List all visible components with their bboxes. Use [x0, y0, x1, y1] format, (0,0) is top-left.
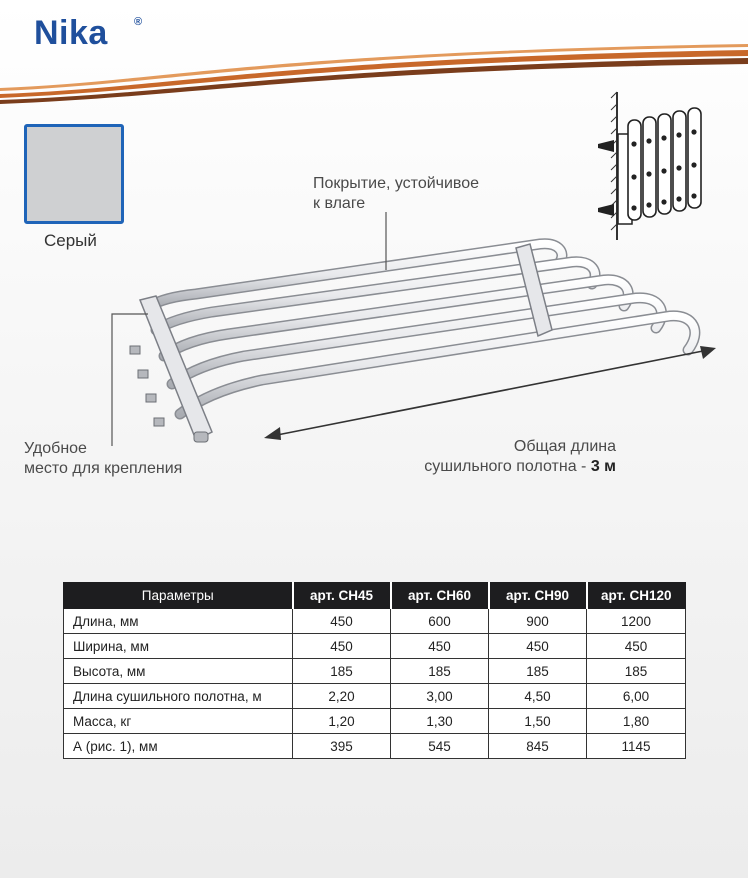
table-cell: 900 — [489, 609, 587, 634]
drying-rails — [150, 244, 695, 414]
dryer-illustration — [0, 80, 748, 460]
length-annotation-line2: сушильного полотна - — [424, 458, 591, 475]
table-cell: 185 — [489, 659, 587, 684]
table-cell: 450 — [587, 634, 686, 659]
length-value: 3 м — [590, 458, 616, 475]
table-cell: 1,50 — [489, 709, 587, 734]
table-cell: Длина сушильного полотна, м — [64, 684, 293, 709]
table-cell: 545 — [391, 734, 489, 759]
table-cell: 450 — [489, 634, 587, 659]
table-cell: 6,00 — [587, 684, 686, 709]
table-cell: 1,30 — [391, 709, 489, 734]
header-ch60: арт. СН60 — [391, 583, 489, 609]
table-row — [64, 709, 686, 734]
coating-annotation — [313, 174, 479, 214]
table-cell: Длина, мм — [64, 609, 293, 634]
table-row — [64, 609, 686, 634]
table-cell: 395 — [293, 734, 391, 759]
spec-table — [63, 582, 686, 759]
mount-annotation — [24, 439, 182, 479]
table-cell: 3,00 — [391, 684, 489, 709]
color-swatch-label: Серый — [44, 231, 97, 250]
table-row — [64, 634, 686, 659]
mount-annotation-line1: Удобное — [24, 440, 87, 457]
table-cell: Масса, кг — [64, 709, 293, 734]
table-cell: 600 — [391, 609, 489, 634]
table-header-row — [64, 583, 686, 609]
table-cell: Высота, мм — [64, 659, 293, 684]
table-cell: 185 — [293, 659, 391, 684]
table-cell: А (рис. 1), мм — [64, 734, 293, 759]
table-cell: 1,80 — [587, 709, 686, 734]
coating-annotation-line1: Покрытие, устойчивое — [313, 175, 480, 192]
table-row — [64, 684, 686, 709]
table-cell: 185 — [391, 659, 489, 684]
header-parameters: Параметры — [64, 583, 293, 609]
table-cell: 845 — [489, 734, 587, 759]
length-annotation — [388, 437, 616, 477]
table-row — [64, 659, 686, 684]
table-cell: Ширина, мм — [64, 634, 293, 659]
table-row — [64, 734, 686, 759]
length-annotation-line1: Общая длина — [513, 438, 616, 455]
table-cell: 450 — [293, 609, 391, 634]
table-cell: 450 — [391, 634, 489, 659]
table-cell: 4,50 — [489, 684, 587, 709]
header-ch45: арт. СН45 — [293, 583, 391, 609]
length-arrow — [264, 346, 716, 440]
header-ch90: арт. СН90 — [489, 583, 587, 609]
mount-annotation-line2: место для крепления — [24, 460, 183, 477]
table-cell: 1145 — [587, 734, 686, 759]
table-cell: 1,20 — [293, 709, 391, 734]
table-cell: 185 — [587, 659, 686, 684]
table-cell: 2,20 — [293, 684, 391, 709]
brand-logo: Nika — [34, 14, 108, 52]
registered-mark: ® — [134, 16, 143, 28]
header-ch120: арт. СН120 — [587, 583, 686, 609]
wall-mount-diagram — [598, 92, 701, 240]
table-cell: 1200 — [587, 609, 686, 634]
table-cell: 450 — [293, 634, 391, 659]
coating-annotation-line2: к влаге — [313, 195, 366, 212]
